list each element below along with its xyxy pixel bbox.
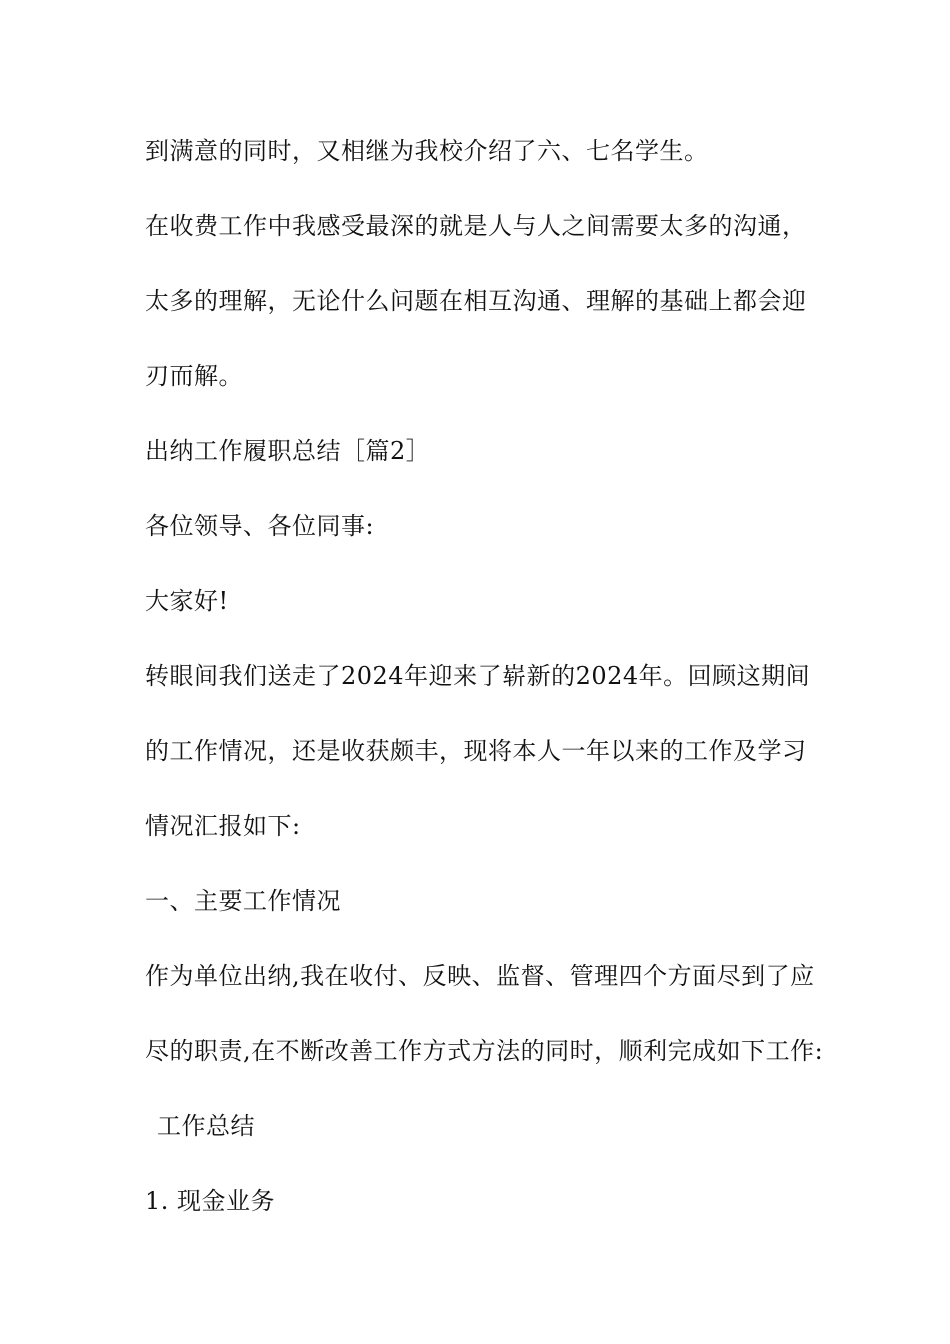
list-item-heading: 1. 现金业务 bbox=[145, 1187, 276, 1215]
paragraph-line: 情况汇报如下: bbox=[145, 812, 301, 840]
paragraph-line: 转眼间我们送走了2024年迎来了崭新的2024年。回顾这期间 bbox=[145, 662, 811, 690]
subsection-heading: 工作总结 bbox=[157, 1112, 255, 1140]
section-heading: 出纳工作履职总结［篇2］ bbox=[145, 437, 431, 465]
greeting: 大家好! bbox=[145, 587, 229, 615]
paragraph-line: 太多的理解，无论什么问题在相互沟通、理解的基础上都会迎 bbox=[145, 287, 807, 315]
paragraph-line: 刃而解。 bbox=[145, 362, 243, 390]
subsection-heading: 一、主要工作情况 bbox=[145, 887, 341, 915]
paragraph-line: 在收费工作中我感受最深的就是人与人之间需要太多的沟通， bbox=[145, 212, 807, 240]
salutation: 各位领导、各位同事: bbox=[145, 512, 375, 540]
paragraph-line: 到满意的同时，又相继为我校介绍了六、七名学生。 bbox=[145, 137, 709, 165]
paragraph-line: 作为单位出纳,我在收付、反映、监督、管理四个方面尽到了应 bbox=[145, 962, 815, 990]
paragraph-line: 的工作情况，还是收获颇丰，现将本人一年以来的工作及学习 bbox=[145, 737, 807, 765]
paragraph-line: 尽的职责,在不断改善工作方式方法的同时，顺利完成如下工作: bbox=[145, 1037, 824, 1065]
